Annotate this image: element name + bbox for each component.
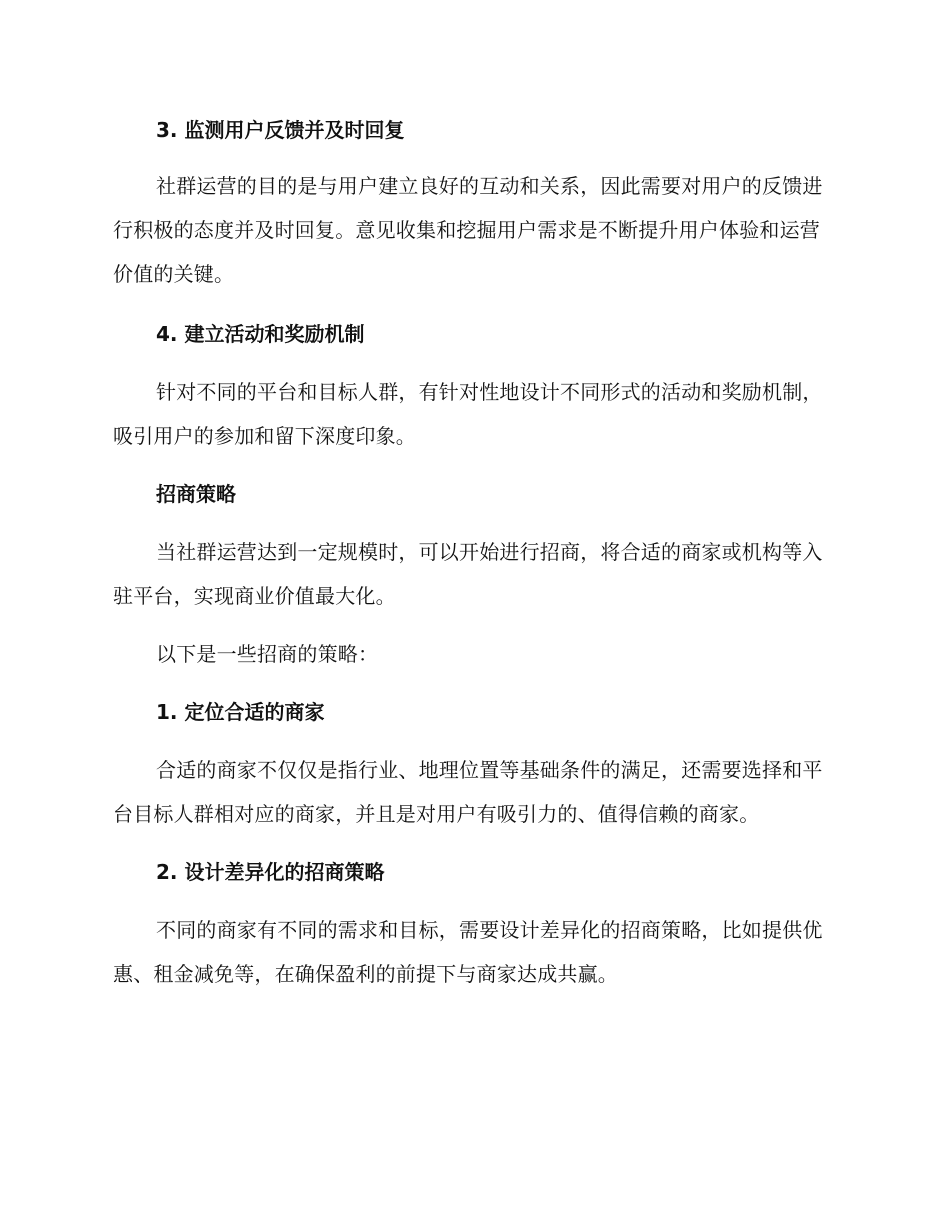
section-heading-feedback: 3. 监测用户反馈并及时回复 bbox=[156, 118, 405, 142]
paragraph-activities: 针对不同的平台和目标人群，有针对性地设计不同形式的活动和奖励机制，吸引用户的参加和留下深度印象。 bbox=[113, 380, 823, 448]
section-heading-merchant-positioning: 1. 定位合适的商家 bbox=[156, 700, 325, 724]
paragraph-merchant-positioning: 合适的商家不仅仅是指行业、地理位置等基础条件的满足，还需要选择和平台目标人群相对应的商家，并且是对用户有吸引力的、值得信赖的商家。 bbox=[113, 758, 823, 826]
paragraph-strategy-intro: 以下是一些招商的策略： bbox=[156, 642, 379, 666]
section-heading-differentiated-strategy: 2. 设计差异化的招商策略 bbox=[156, 860, 385, 884]
paragraph-strategy: 当社群运营达到一定规模时，可以开始进行招商，将合适的商家或机构等入驻平台，实现商业价值最大化。 bbox=[113, 540, 823, 608]
paragraph-feedback: 社群运营的目的是与用户建立良好的互动和关系，因此需要对用户的反馈进行积极的态度并及时回复。意见收集和挖掘用户需求是不断提升用户体验和运营价值的关键。 bbox=[113, 174, 823, 286]
section-heading-activities: 4. 建立活动和奖励机制 bbox=[156, 322, 365, 346]
document-content bbox=[113, 108, 831, 996]
paragraph-differentiated-strategy: 不同的商家有不同的需求和目标，需要设计差异化的招商策略，比如提供优惠、租金减免等，在确保盈利的前提下与商家达成共赢。 bbox=[113, 918, 823, 986]
section-heading-strategy: 招商策略 bbox=[156, 482, 236, 506]
